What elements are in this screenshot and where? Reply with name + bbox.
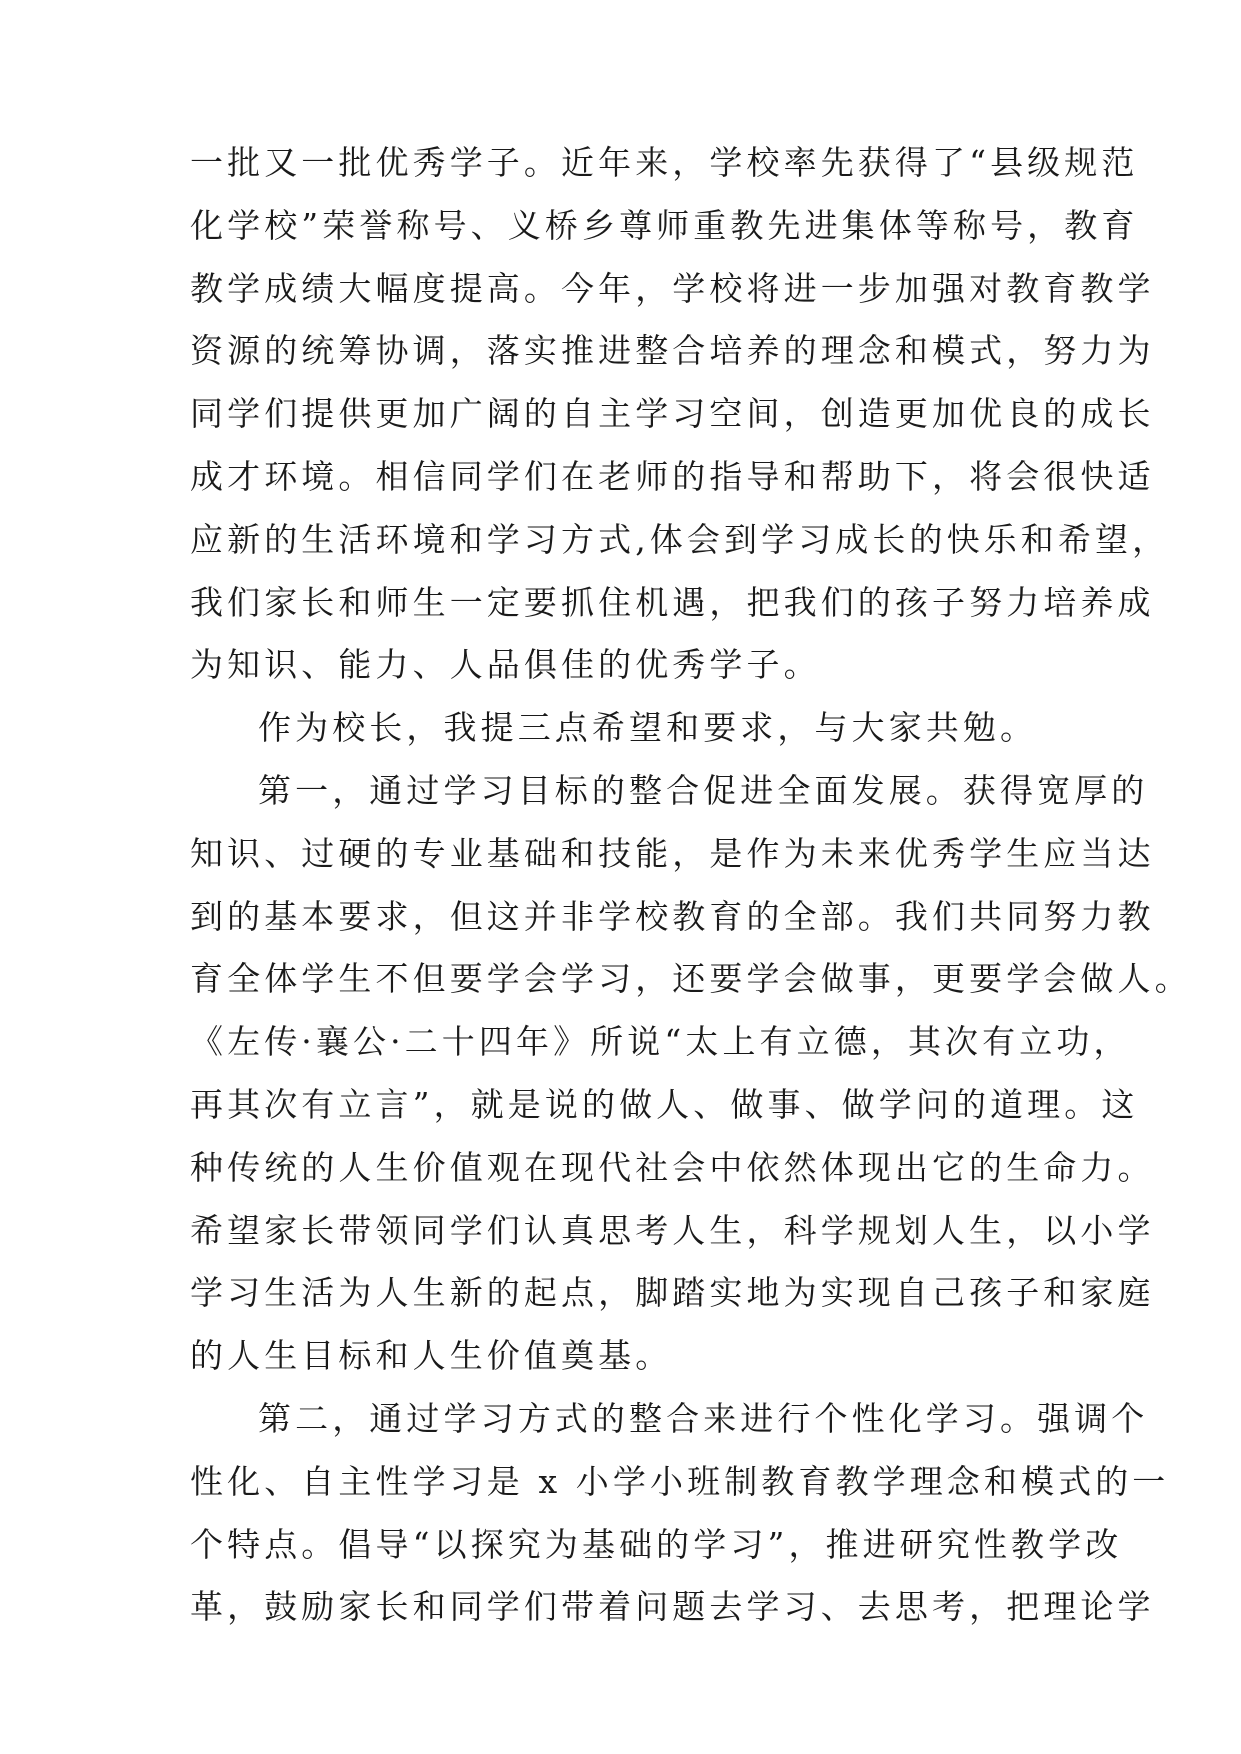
text-line: 革，鼓励家长和同学们带着问题去学习、去思考，把理论学: [190, 1587, 1155, 1627]
text-line: 为知识、能力、人品俱佳的优秀学子。: [190, 645, 821, 685]
text-line: 知识、过硬的专业基础和技能，是作为未来优秀学生应当达: [190, 833, 1155, 873]
text-line: 一批又一批优秀学子。近年来，学校率先获得了“县级规范: [190, 143, 1139, 182]
text-line: 性化、自主性学习是 x 小学小班制教育教学理念和模式的一: [190, 1461, 1170, 1501]
text-line: 我们家长和师生一定要抓住机遇，把我们的孩子努力培养成: [190, 582, 1155, 622]
text-line: 化学校”荣誉称号、义桥乡尊师重教先进集体等称号，教育: [190, 205, 1139, 245]
document-body: [190, 132, 1192, 1639]
text-line: 到的基本要求，但这并非学校教育的全部。我们共同努力教: [190, 896, 1155, 936]
text-line: 应新的生活环境和学习方式,体会到学习成长的快乐和希望，: [190, 519, 1170, 559]
text-line: 《左传·襄公·二十四年》所说“太上有立德，其次有立功，: [190, 1022, 1131, 1062]
text-line: 成才环境。相信同学们在老师的指导和帮助下，将会很快适: [190, 456, 1155, 496]
text-line: 个特点。倡导“以探究为基础的学习”，推进研究性教学改: [190, 1524, 1123, 1564]
text-line: 教学成绩大幅度提高。今年，学校将进一步加强对教育教学: [190, 268, 1155, 308]
paragraph-first-line: 第一，通过学习目标的整合促进全面发展。获得宽厚的: [258, 770, 1149, 810]
text-line: 育全体学生不但要学会学习，还要学会做事，更要学会做人。: [190, 959, 1192, 999]
text-line: 同学们提供更加广阔的自主学习空间，创造更加优良的成长: [190, 394, 1155, 434]
text-line: 再其次有立言”，就是说的做人、做事、做学问的道理。这: [190, 1084, 1139, 1124]
paragraph-first-line: 第二，通过学习方式的整合来进行个性化学习。强调个: [258, 1398, 1149, 1438]
paragraph-first-line: 作为校长，我提三点希望和要求，与大家共勉。: [258, 708, 1038, 748]
text-line: 学习生活为人生新的起点，脚踏实地为实现自己孩子和家庭: [190, 1273, 1155, 1313]
text-line: 资源的统筹协调，落实推进整合培养的理念和模式，努力为: [190, 331, 1155, 371]
text-line: 种传统的人生价值观在现代社会中依然体现出它的生命力。: [190, 1147, 1155, 1187]
text-line: 希望家长带领同学们认真思考人生，科学规划人生，以小学: [190, 1210, 1155, 1250]
text-line: 的人生目标和人生价值奠基。: [190, 1336, 673, 1376]
